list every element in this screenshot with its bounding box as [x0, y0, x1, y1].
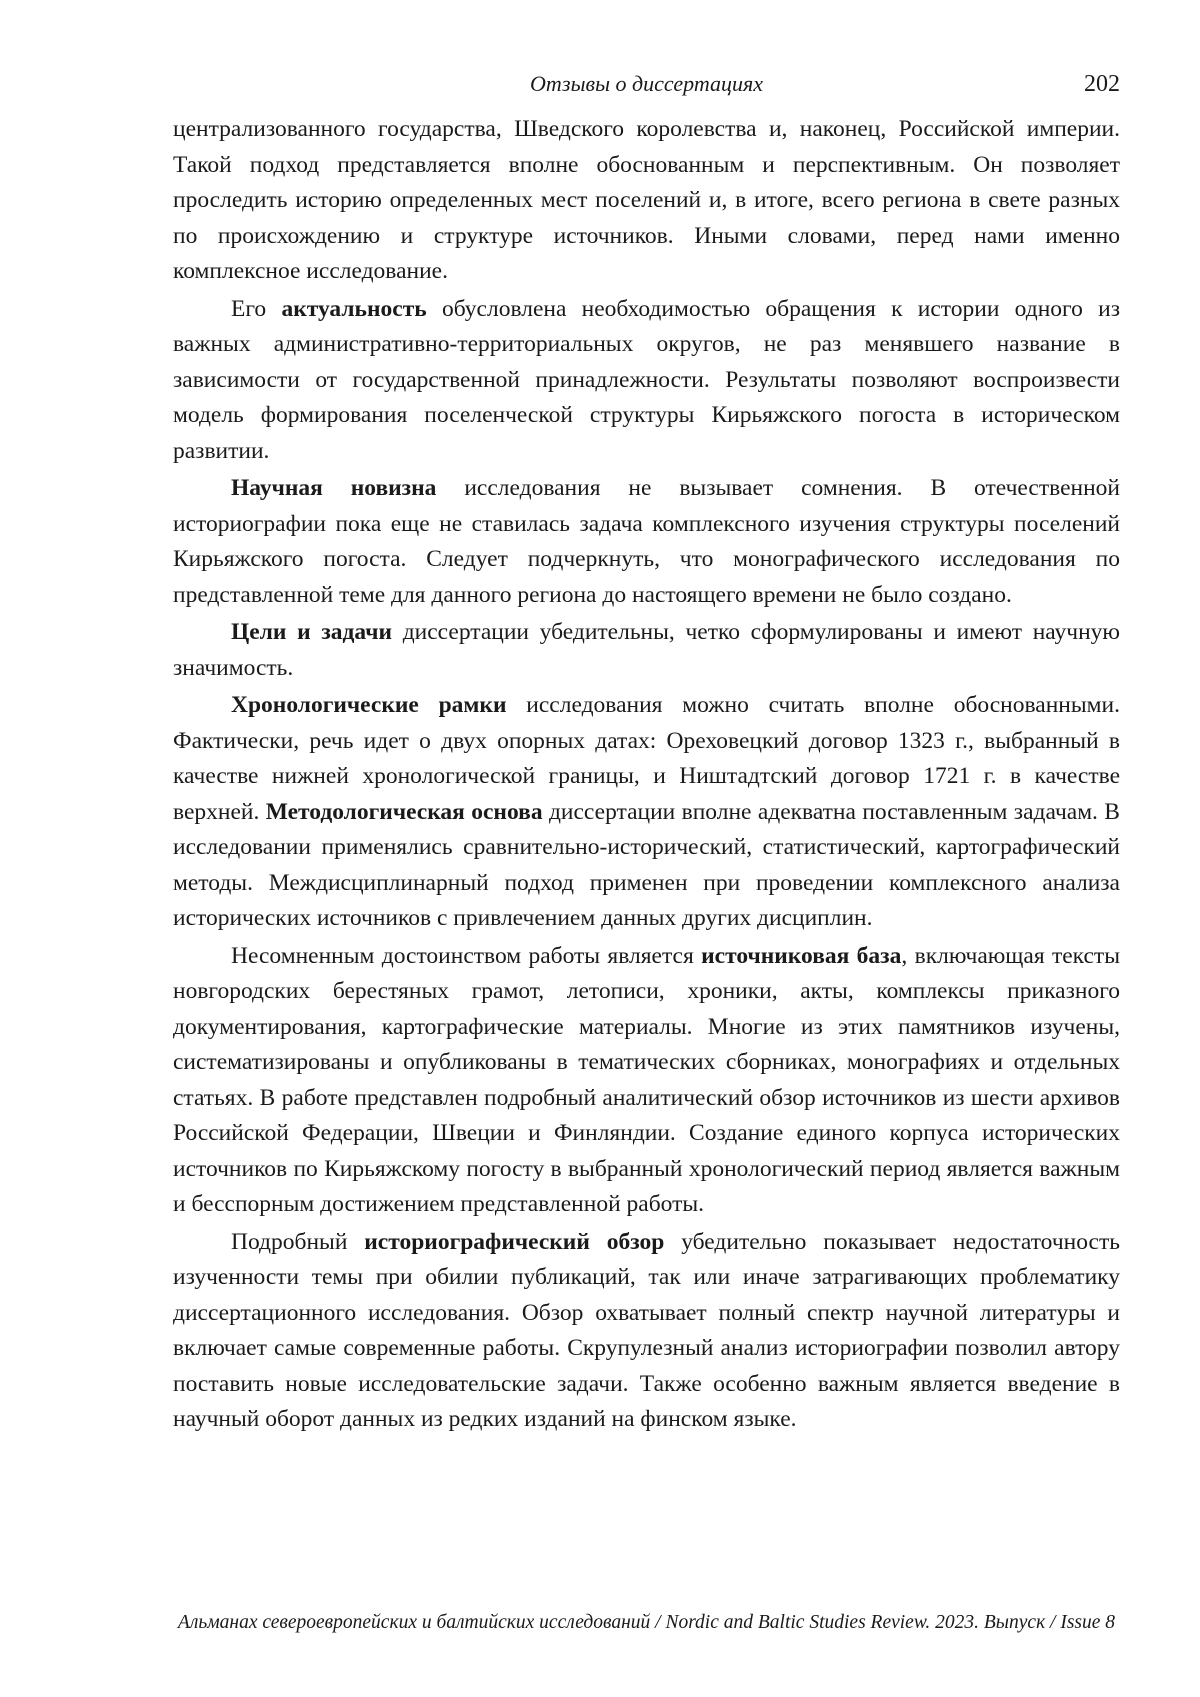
key-term: Хронологические рамки	[231, 692, 507, 718]
key-term: Научная новизна	[231, 475, 437, 501]
text-run: исследования не вызывает сомнения. В отечественной историографии пока еще не ставилась задача комплексного изучения структуры поселений Кирьяжского погоста. Следует подчеркнуть, что монографического исследования по представленной теме для данного региона до настоящего времени не было создано.	[173, 475, 1120, 608]
running-header	[173, 66, 1120, 102]
paragraph	[173, 615, 1120, 686]
paragraph	[173, 1225, 1120, 1438]
text-run: Подробный	[231, 1228, 365, 1255]
paragraph	[173, 471, 1120, 613]
text-run: централизованного государства, Шведского королевства и, наконец, Российской империи. Такой подход представляется вполне обоснованным и перспективным. Он позволяет проследить историю определенных мест поселений и, в итоге, всего региона в свете разных по происхождению и структуре источников. Иными словами, перед нами именно комплексное исследование.	[173, 116, 1120, 284]
key-term: историографический обзор	[364, 1228, 665, 1255]
text-run: , включающая тексты новгородских берестяных грамот, летописи, хроники, акты, комплексы приказного документирования, картографические материалы. Многие из этих памятников изучены, систематизированы и опубликованы в тематических сборниках, монографиях и отдельных статьях. В работе представлен подробный аналитический обзор источников из шести архивов Российской Федерации, Швеции и Финляндии. Создание единого корпуса исторических источников по Кирьяжскому погосту в выбранный хронологический период является важным и бесспорным достижением представленной работы.	[173, 942, 1120, 1217]
body-text	[173, 112, 1120, 1440]
running-header-title: Отзывы о диссертациях	[530, 71, 763, 96]
key-term: Цели и задачи	[231, 619, 393, 645]
paragraph	[173, 292, 1120, 470]
text-run: убедительно показывает недостаточность изученности темы при обилии публикаций, так или иначе затрагивающих проблематику диссертационного исследования. Обзор охватывает полный спектр научной литературы и включает самые современные работы. Скрупулезный анализ историографии позволил автору поставить новые исследовательские задачи. Также особенно важным является введение в научный оборот данных из редких изданий на финском языке.	[173, 1228, 1120, 1432]
text-run: Его	[231, 295, 282, 322]
text-run: обусловлена необходимостью обращения к истории одного из важных административно-территориальных округов, не раз менявшего название в зависимости от государственной принадлежности. Результаты позволяют воспроизвести модель формирования поселенческой структуры Кирьяжского погоста в историческом развитии.	[173, 295, 1120, 464]
paragraph	[173, 939, 1120, 1223]
paragraph	[173, 688, 1120, 937]
page-number: 202	[1084, 71, 1120, 97]
key-term: актуальность	[281, 295, 427, 322]
text-run: диссертации вполне адекватна поставленным задачам. В исследовании применялись сравнительно-исторический, статистический, картографический методы. Междисциплинарный подход применен при проведении комплексного анализа исторических источников с привлечением данных других дисциплин.	[173, 798, 1120, 931]
running-footer: Альманах североевропейских и балтийских исследований / Nordic and Baltic Studies Review. 2023. Выпуск / Issue 8	[177, 1612, 1116, 1633]
key-term: Методологическая основа	[265, 798, 543, 825]
key-term: источниковая база	[701, 942, 902, 969]
paragraph	[173, 112, 1120, 290]
text-run: диссертации убедительны, четко сформулированы и имеют научную значимость.	[173, 619, 1120, 681]
text-run: Несомненным достоинством работы является	[231, 942, 702, 969]
text-run: исследования можно считать вполне обоснованными. Фактически, речь идет о двух опорных датах: Ореховецкий договор 1323 г., выбранный в качестве нижней хронологической границы, и Ништадтский договор 1721 г. в качестве верхней.	[173, 692, 1120, 825]
